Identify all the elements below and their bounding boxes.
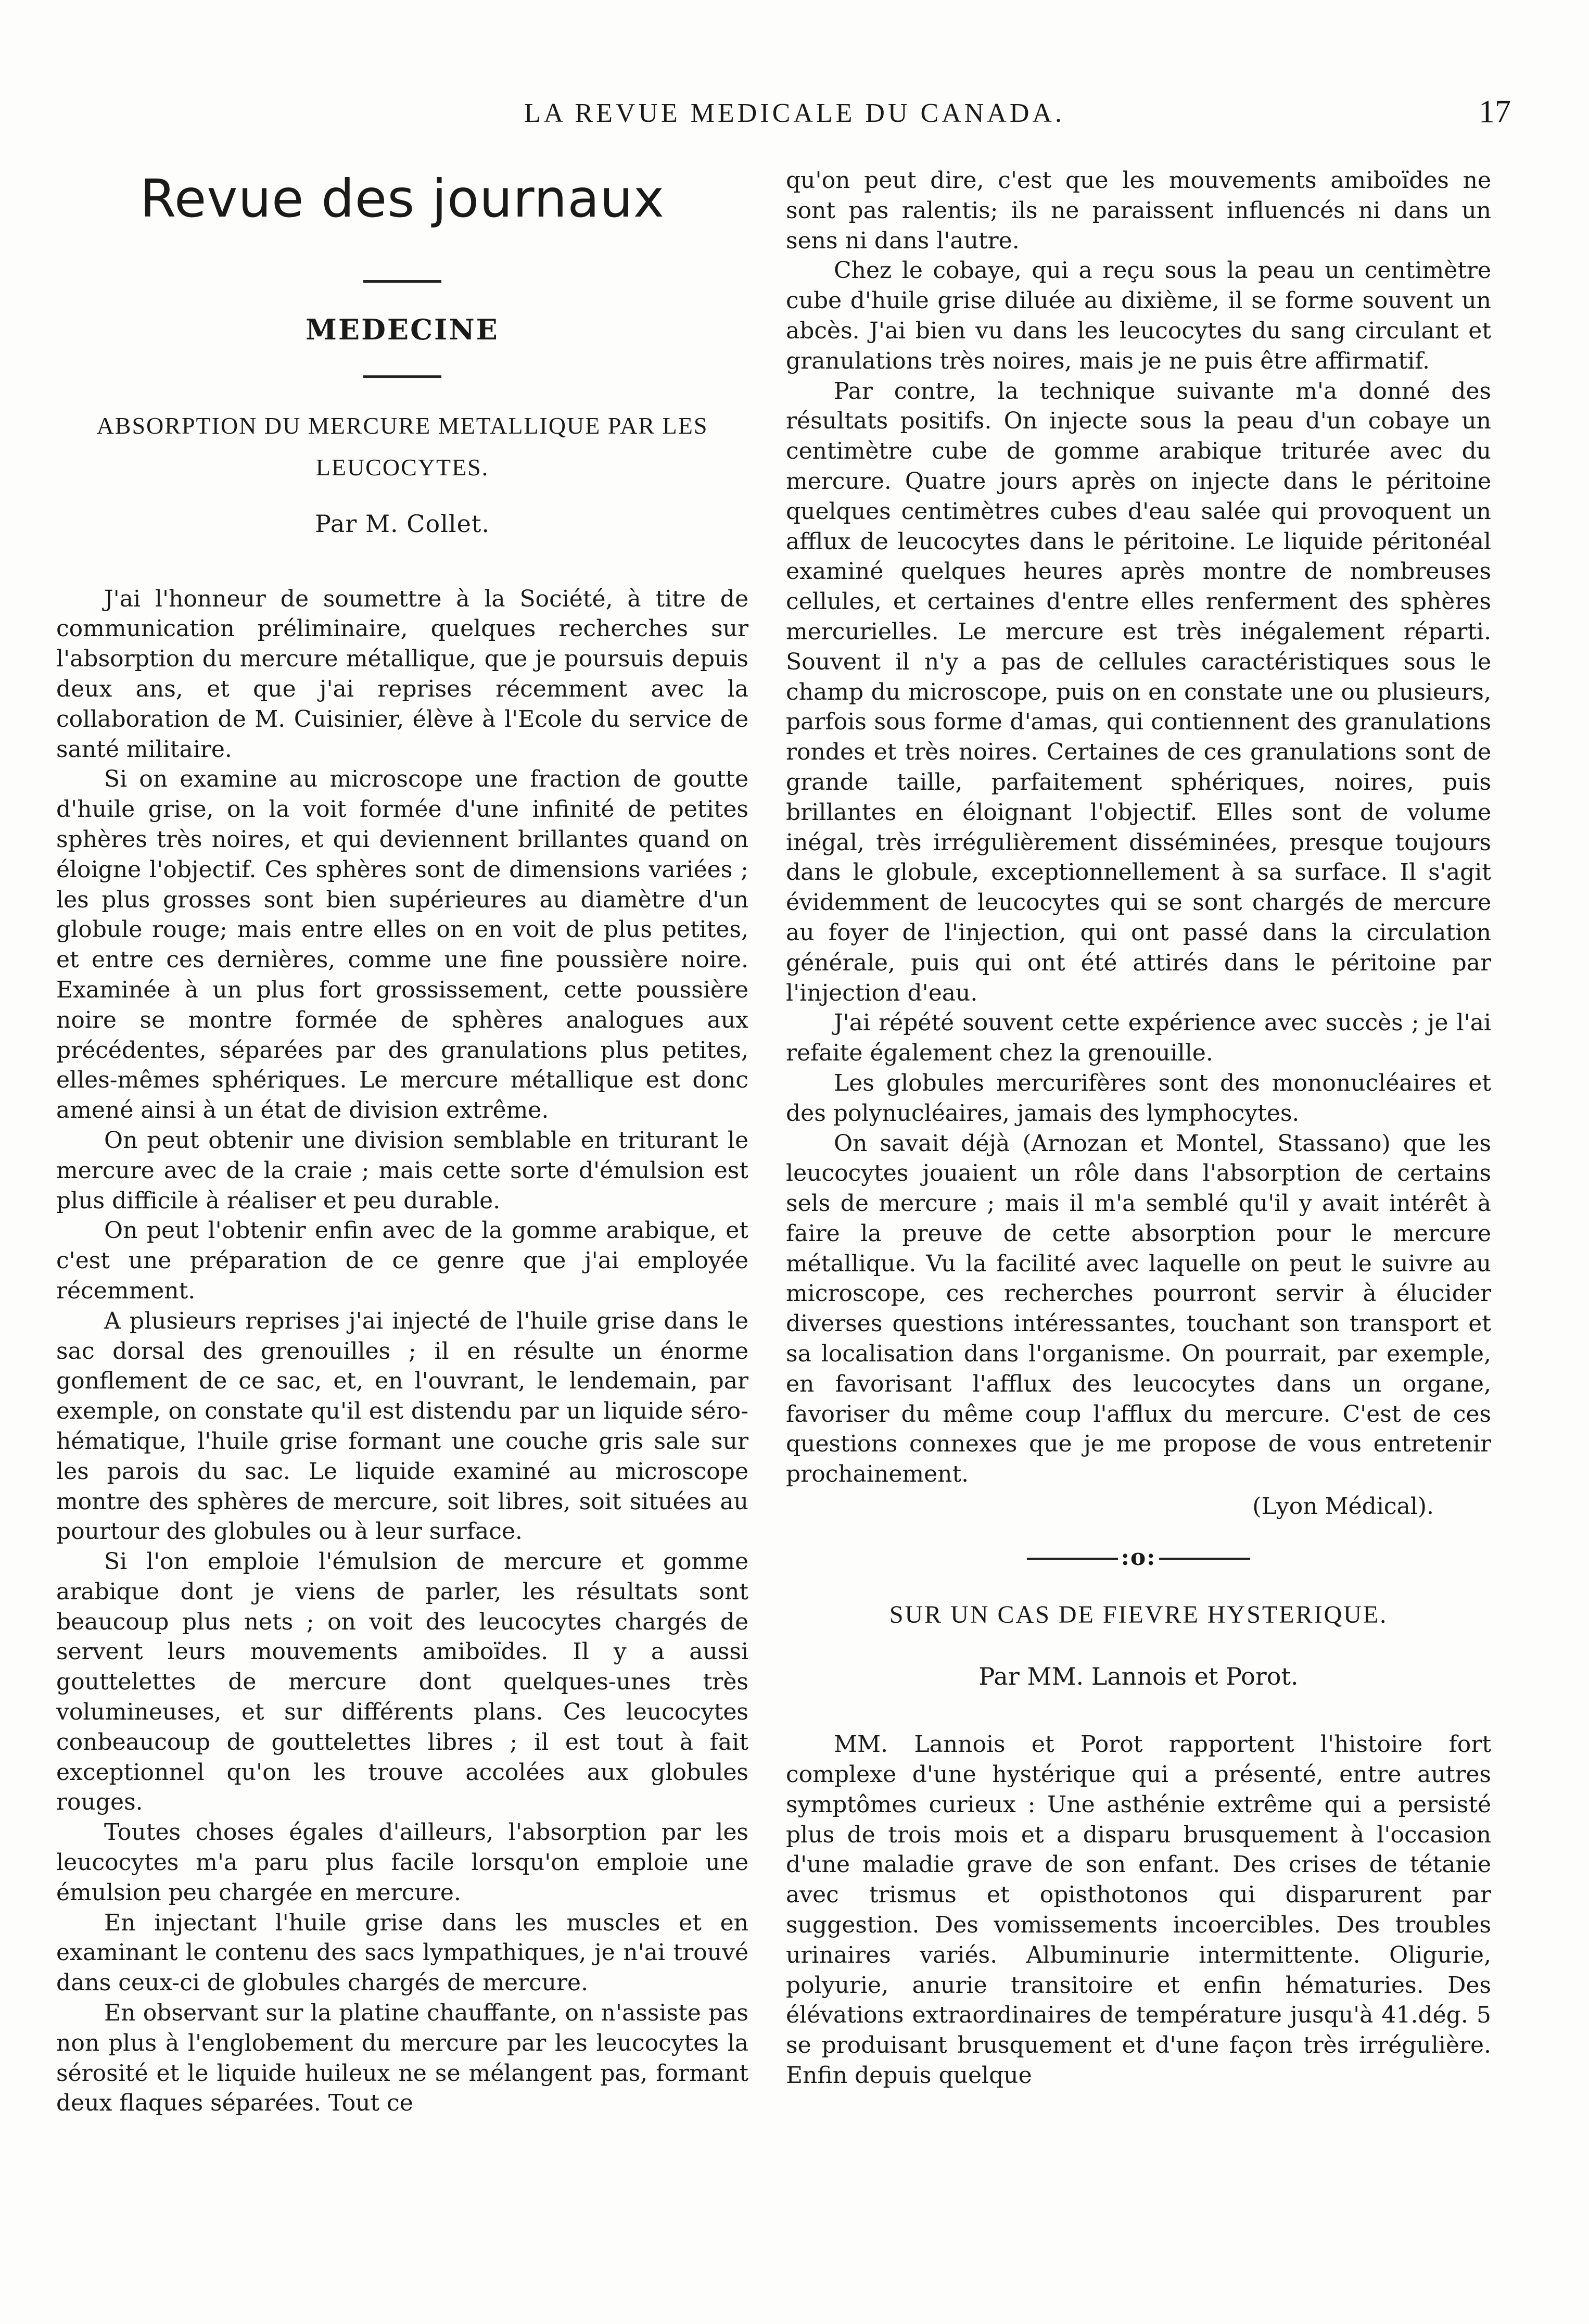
separator-dash (1027, 1558, 1118, 1560)
page-number: 17 (1479, 94, 1511, 130)
paragraph: MM. Lannois et Porot rapportent l'histoire fort complexe d'une hystérique qui a présenté, entre autres symptômes curieux : Une asthénie extrême qui a persisté plus de trois mois et a disparu brusquement à l'occasion d'une maladie grave de son enfant. Des crises de tétanie avec trismus et opisthotonos qui disparurent par suggestion. Des vomissements incoercibles. Des troubles urinaires variés. Albuminurie intermittente. Oligurie, polyurie, anurie transitoire et enfin hématuries. Des élévations extraordinaires de température jusqu'à 41.dég. 5 se produisant brusquement et d'une façon très irrégulière. Enfin depuis quelque (786, 1731, 1491, 2089)
paragraph: On peut obtenir une division semblable en triturant le mercure avec de la craie ; mais cette sorte d'émulsion est plus difficile à réaliser et peu durable. (56, 1127, 748, 1214)
separator-dash (1159, 1558, 1250, 1560)
running-head (0, 94, 1589, 135)
source-citation: (Lyon Médical). (1252, 1493, 1434, 1520)
left-column (56, 166, 748, 2118)
separator (786, 1543, 1491, 1573)
journal-title: LA REVUE MEDICALE DU CANADA. (524, 98, 1065, 128)
paragraph: J'ai répété souvent cette expérience avec succès ; je l'ai refaite également chez la grenouille. (786, 1009, 1491, 1067)
paragraph: Par contre, la technique suivante m'a donné des résultats positifs. On injecte sous la peau d'un cobaye un centimètre cube de gomme arabique triturée avec du mercure. Quatre jours après on injecte dans le péritoine quelques centimètres cubes d'eau salée qui provoquent un afflux de leucocytes dans le péritoine. Le liquide péritonéal examiné quelques heures après montre de nombreuses cellules, et certaines d'entre elles renferment des sphères mercurielles. Le mercure est très inégalement réparti. Souvent il n'y a pas de cellules caractéristiques sous le champ du microscope, puis on en constate une ou plusieurs, parfois sous forme d'amas, qui contiennent des granulations rondes et très noires. Certaines de ces granulations sont de grande taille, parfaitement sphériques, noires, puis brillantes en éloignant l'objectif. Elles sont de volume inégal, très irrégulièrement disséminées, presque toujours dans le globule, exceptionnellement à sa surface. Il s'agit évidemment de leucocytes qui se sont chargés de mercure au foyer de l'injection, qui ont passé dans la circulation générale, puis qui ont été attirés dans le péritoine par l'injection d'eau. (786, 377, 1491, 1006)
article-title: SUR UN CAS DE FIEVRE HYSTERIQUE. (889, 1600, 1388, 1628)
rule-divider (363, 280, 441, 283)
paragraph: A plusieurs reprises j'ai injecté de l'huile grise dans le sac dorsal des grenouilles ; il en résulte un énorme gonflement de ce sac, et, en l'ouvrant, le lendemain, par exemple, on constate qu'il est distendu par un liquide séro-hématique, l'huile grise formant une couche gris sale sur les parois du sac. Le liquide examiné au microscope montre des sphères de mercure, soit libres, soit situées au pourtour des globules ou à leur surface. (56, 1307, 748, 1545)
article-byline: Par MM. Lannois et Porot. (978, 1662, 1299, 1691)
paragraph: Si on examine au microscope une fraction de goutte d'huile grise, on la voit formée d'une infinité de petites sphères très noires, et qui deviennent brillantes quand on éloigne l'objectif. Ces sphères sont de dimensions variées ; les plus grosses sont bien supérieures au diamètre d'un globule rouge; mais entre elles on en voit de plus petites, et entre ces dernières, comme une fine poussière noire. Examinée à un plus fort grossissement, cette poussière noire se montre formée de sphères analogues aux précédentes, séparées par des granulations plus petites, elles-mêmes sphériques. Le mercure métallique est donc amené ainsi à un état de division extrême. (56, 766, 748, 1124)
paragraph: Chez le cobaye, qui a reçu sous la peau un centimètre cube d'huile grise diluée au dixième, il se forme souvent un abcès. J'ai bien vu dans les leucocytes du sang circulant et granulations très noires, mais je ne puis être affirmatif. (786, 257, 1491, 374)
section-title: Revue des journaux (139, 168, 665, 229)
paragraph: Si l'on emploie l'émulsion de mercure et gomme arabique dont je viens de parler, les résultats sont beaucoup plus nets ; on voit des leucocytes chargés de servent leurs mouvements amiboïdes. Il y a aussi gouttelettes de mercure dont quelques-unes très volumineuses, et sur différents plans. Ces leucocytes conbeaucoup de gouttelettes libres ; il est tout à fait exceptionnel qu'on les trouve accolées aux globules rouges. (56, 1548, 748, 1816)
paragraph: Les globules mercurifères sont des mononucléaires et des polynucléaires, jamais des lymphocytes. (786, 1069, 1491, 1127)
paragraph: J'ai l'honneur de soumettre à la Société, à titre de communication préliminaire, quelques recherches sur l'absorption du mercure métallique, que je poursuis depuis deux ans, et que j'ai reprises récemment avec la collaboration de M. Cuisinier, élève à l'Ecole du service de santé militaire. (56, 585, 748, 763)
right-column (786, 166, 1491, 2091)
paragraph: qu'on peut dire, c'est que les mouvements amiboïdes ne sont pas ralentis; ils ne paraissent influencés ni dans un sens ni dans l'autre. (786, 167, 1491, 254)
article-byline: Par M. Collet. (315, 509, 490, 538)
paragraph: En injectant l'huile grise dans les muscles et en examinant le contenu des sacs lympathiques, je n'ai trouvé dans ceux-ci de globules chargés de mercure. (56, 1909, 748, 1997)
separator-mark: :o: (1121, 1544, 1156, 1571)
paragraph: On savait déjà (Arnozan et Montel, Stassano) que les leucocytes jouaient un rôle dans l'absorption de certains sels de mercure ; mais il m'a semblé qu'il y avait intérêt à faire la preuve de cette absorption pour le mercure métallique. Vu la facilité avec laquelle on peut le suivre au microscope, ces recherches pourront servir à élucider diverses questions intéressantes, touchant son transport et sa localisation dans l'organisme. On pourrait, par exemple, en favorisant l'afflux des leucocytes dans un organe, favoriser du même coup l'afflux du mercure. C'est de ces questions connexes que je me propose de vous entretenir prochainement. (786, 1130, 1491, 1488)
paragraph: Toutes choses égales d'ailleurs, l'absorption par les leucocytes m'a paru plus facile lorsqu'on emploie une émulsion peu chargée en mercure. (56, 1819, 748, 1906)
rubric-heading: MEDECINE (306, 313, 499, 346)
paragraph: En observant sur la platine chauffante, on n'assiste pas non plus à l'englobement du mercure par les leucocytes la sérosité et le liquide huileux ne se mélangent pas, formant deux flaques séparées. Tout ce (56, 2000, 748, 2117)
article-title: ABSORPTION DU MERCURE METALLIQUE PAR LES LEUCOCYTES. (96, 412, 708, 481)
rule-divider (363, 375, 441, 378)
paragraph: On peut l'obtenir enfin avec de la gomme arabique, et c'est une préparation de ce genre que j'ai employée récemment. (56, 1217, 748, 1304)
